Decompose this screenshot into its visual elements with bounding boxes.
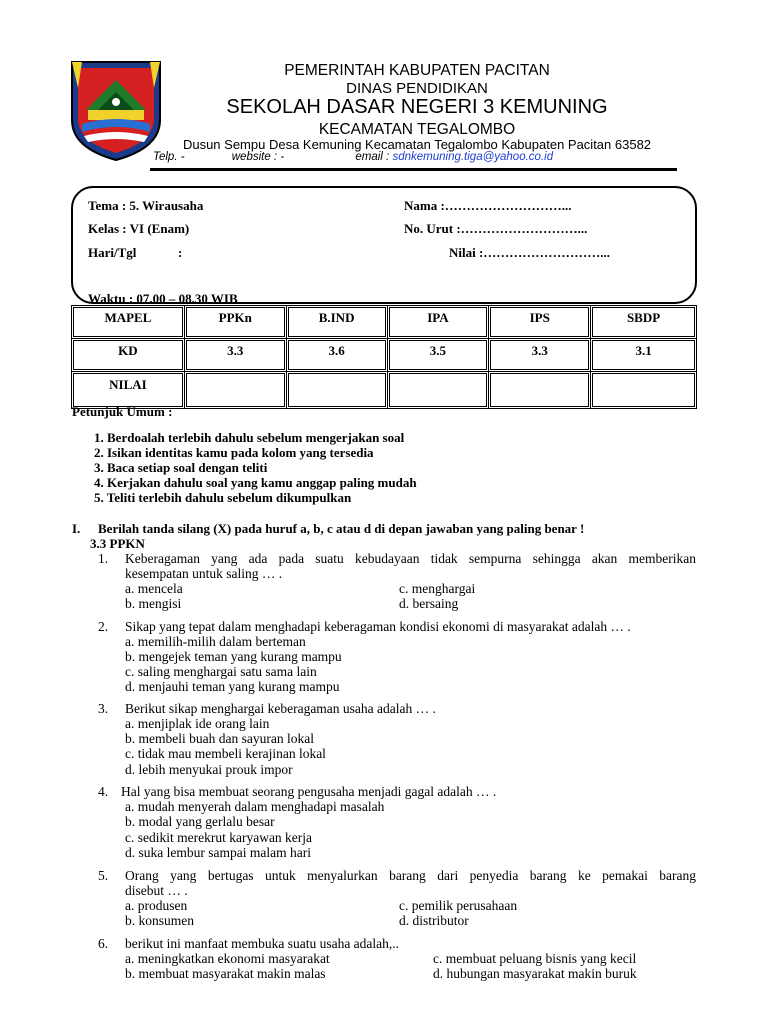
table-row-nilai	[72, 372, 697, 409]
answer-option-c[interactable]: c. menghargai	[399, 581, 476, 596]
petunjuk-item: 2. Isikan identitas kamu pada kolom yang tersedia	[94, 445, 374, 460]
kelas-field: Kelas : VI (Enam)	[88, 221, 190, 236]
answer-option-b[interactable]: b. membeli buah dan sayuran lokal	[125, 731, 314, 746]
answer-option-a[interactable]: a. memilih-milih dalam berteman	[125, 634, 306, 649]
answer-option-b[interactable]: b. mengisi	[125, 596, 182, 611]
table-cell: IPS	[489, 306, 591, 339]
answer-option-b[interactable]: b. konsumen	[125, 913, 194, 928]
header-divider	[150, 168, 677, 171]
answer-option-c[interactable]: c. saling menghargai satu sama lain	[125, 664, 317, 679]
answer-option-c[interactable]: c. sedikit merekrut karyawan kerja	[125, 830, 313, 845]
score-input-cell[interactable]	[184, 372, 286, 409]
question-text: Keberagaman yang ada pada suatu kebudayaan tidak sempurna sehingga akan memberikan	[125, 551, 696, 566]
section-instruction: Berilah tanda silang (X) pada huruf a, b, c atau d di depan jawaban yang paling benar !	[98, 521, 585, 536]
score-input-cell[interactable]	[591, 372, 697, 409]
govt-name: PEMERINTAH KABUPATEN PACITAN	[284, 62, 550, 79]
table-cell: IPA	[387, 306, 489, 339]
tema-field: Tema : 5. Wirausaha	[88, 198, 204, 213]
answer-option-d[interactable]: d. hubungan masyarakat makin buruk	[433, 966, 637, 981]
answer-option-a[interactable]: a. mencela	[125, 581, 183, 596]
question-text: kesempatan untuk saling … .	[125, 566, 283, 581]
answer-option-a[interactable]: a. meningkatkan ekonomi masyarakat	[125, 951, 330, 966]
nilai-field[interactable]: Nilai :………………………...	[449, 245, 611, 260]
petunjuk-item: 4. Kerjakan dahulu soal yang kamu anggap paling mudah	[94, 475, 417, 490]
table-cell: 3.1	[591, 339, 697, 372]
question-number: 4.	[98, 784, 109, 799]
table-cell: 3.3	[489, 339, 591, 372]
score-input-cell[interactable]	[387, 372, 489, 409]
score-input-cell[interactable]	[286, 372, 387, 409]
question-text: berikut ini manfaat membuka suatu usaha adalah,..	[125, 936, 400, 951]
answer-option-a[interactable]: a. mudah menyerah dalam menghadapi masalah	[125, 799, 385, 814]
table-cell: KD	[72, 339, 185, 372]
answer-option-d[interactable]: d. menjauhi teman yang kurang mampu	[125, 679, 340, 694]
answer-option-a[interactable]: a. menjiplak ide orang lain	[125, 716, 270, 731]
answer-option-c[interactable]: c. membuat peluang bisnis yang kecil	[433, 951, 637, 966]
telp-label: Telp. -	[153, 151, 185, 163]
answer-option-d[interactable]: d. bersaing	[399, 596, 459, 611]
answer-option-d[interactable]: d. suka lembur sampai malam hari	[125, 845, 311, 860]
petunjuk-title: Petunjuk Umum :	[72, 404, 173, 419]
haritgl-colon: :	[178, 245, 183, 260]
answer-option-c[interactable]: c. pemilik perusahaan	[399, 898, 518, 913]
answer-option-b[interactable]: b. mengejek teman yang kurang mampu	[125, 649, 342, 664]
waktu-field: Waktu : 07.00 – 08.30 WIB	[88, 291, 238, 306]
nourut-field[interactable]: No. Urut :………………………...	[404, 221, 588, 236]
table-cell: 3.5	[387, 339, 489, 372]
score-input-cell[interactable]	[489, 372, 591, 409]
haritgl-label: Hari/Tgl	[88, 245, 137, 260]
petunjuk-item: 1. Berdoalah terlebih dahulu sebelum mengerjakan soal	[94, 430, 405, 445]
subject-heading: 3.3 PPKN	[90, 536, 145, 551]
table-cell: MAPEL	[72, 306, 185, 339]
school-name: SEKOLAH DASAR NEGERI 3 KEMUNING	[226, 96, 608, 118]
question-number: 5.	[98, 868, 109, 883]
section-number: I.	[72, 521, 81, 536]
table-row-header	[72, 306, 697, 339]
nama-field[interactable]: Nama :………………………...	[404, 198, 572, 213]
answer-option-b[interactable]: b. modal yang gerlalu besar	[125, 814, 275, 829]
question-number: 6.	[98, 936, 109, 951]
contact-line	[153, 151, 553, 163]
question-text: Hal yang bisa membuat seorang pengusaha menjadi gagal adalah … .	[121, 784, 497, 799]
table-row-kd	[72, 339, 697, 372]
table-cell: NILAI	[72, 372, 185, 409]
website-label: website : -	[231, 151, 285, 163]
table-cell: SBDP	[591, 306, 697, 339]
agency-name: DINAS PENDIDIKAN	[346, 80, 488, 97]
question-text: disebut … .	[125, 883, 188, 898]
email-link[interactable]: sdnkemuning.tiga@yahoo.co.id	[392, 151, 554, 163]
petunjuk-item: 3. Baca setiap soal dengan teliti	[94, 460, 268, 475]
school-address: Dusun Sempu Desa Kemuning Kecamatan Tegalombo Kabupaten Pacitan 63582	[182, 137, 652, 152]
email-label: email :	[355, 151, 390, 163]
answer-option-d[interactable]: d. distributor	[399, 913, 469, 928]
question-text: Orang yang bertugas untuk menyalurkan barang dari penyedia barang ke pemakai barang	[125, 868, 696, 883]
answer-option-c[interactable]: c. tidak mau membeli kerajinan lokal	[125, 746, 326, 761]
subject-score-table	[71, 305, 697, 409]
answer-option-b[interactable]: b. membuat masyarakat makin malas	[125, 966, 326, 981]
table-cell: 3.3	[184, 339, 286, 372]
question-text: Berikut sikap menghargai keberagaman usaha adalah … .	[125, 701, 436, 716]
table-cell: PPKn	[184, 306, 286, 339]
question-number: 2.	[98, 619, 109, 634]
district-name: KECAMATAN TEGALOMBO	[318, 121, 516, 138]
table-cell: 3.6	[286, 339, 387, 372]
answer-option-d[interactable]: d. lebih menyukai prouk impor	[125, 762, 293, 777]
question-number: 1.	[98, 551, 109, 566]
question-text: Sikap yang tepat dalam menghadapi keberagaman kondisi ekonomi di masyarakat adalah … .	[125, 619, 631, 634]
petunjuk-item: 5. Teliti terlebih dahulu sebelum dikumpulkan	[94, 490, 352, 505]
table-cell: B.IND	[286, 306, 387, 339]
answer-option-a[interactable]: a. produsen	[125, 898, 188, 913]
question-number: 3.	[98, 701, 109, 716]
